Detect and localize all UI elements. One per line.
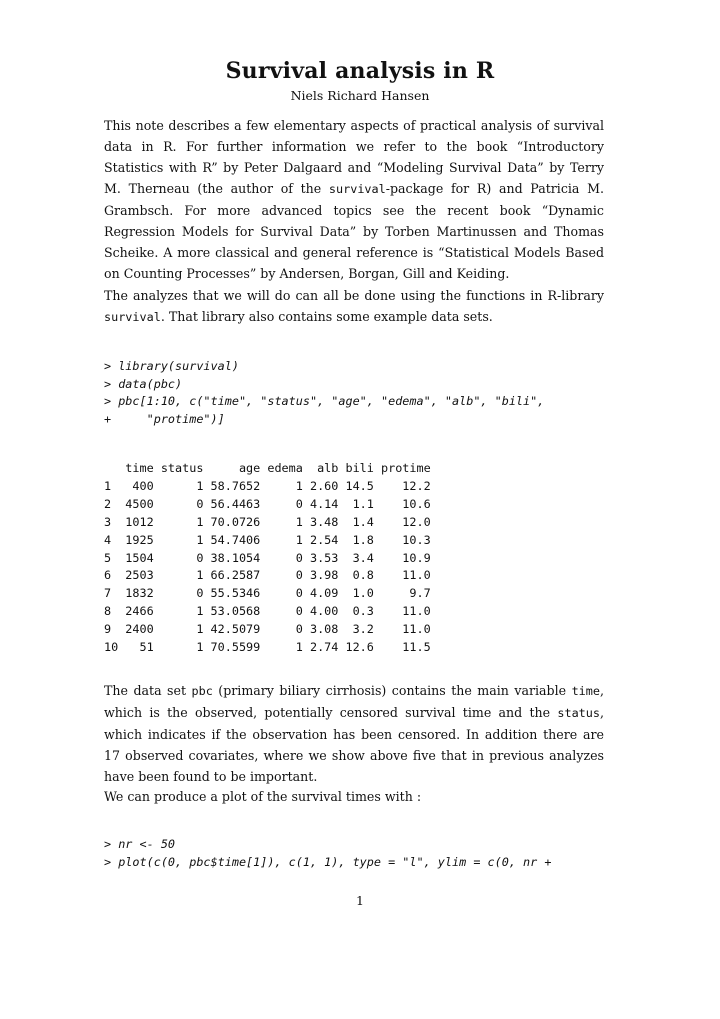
dataset-text-d: , which indicates if the observation has been censored. In addition there are 17 observed covariates, where we show above five that in previous analyzes have been found to be important. xyxy=(104,705,604,784)
library-text-rest: . That library also contains some example data sets. xyxy=(160,309,493,324)
dataset-paragraph xyxy=(104,680,604,787)
plot-intro-paragraph: We can produce a plot of the survival times with : xyxy=(104,789,422,804)
r-output-table: time status age edema alb bili protime 1 400 1 58.7652 1 2.60 14.5 12.2 2 4500 0 56.4463 0 4.14 1.1 10.6 3 1012 1 70.0726 1 3.48 1.4 12.0 4 1925 1 54.7406 1 2.54 1.8 10.3 5 1504 0 38.1054 0 3.53 3.4 10.9 6 2503 1 66.2587 0 3.98 0.8 11.0 7 1832 0 55.5346 0 4.09 1.0 9.7 8 2466 1 53.0568 0 4.00 0.3 11.0 9 2400 1 42.5079 0 3.08 3.2 11.0 10 51 1 70.5599 1 2.74 12.6 11.5 xyxy=(104,461,431,655)
inline-code-survival: survival xyxy=(328,182,386,196)
inline-code-status: status xyxy=(557,706,600,720)
dataset-text-c: , which is the observed, potentially censored survival time and the xyxy=(104,683,604,720)
r-code-block-2: > nr <- 50 > plot(c(0, pbc$time[1]), c(1, 1), type = "l", ylim = c(0, nr + xyxy=(104,837,552,869)
author-name: Niels Richard Hansen xyxy=(290,88,430,103)
intro-text: This note describes a few elementary aspects of practical analysis of survival data in R. For further information we refer to the book “Introductory Statistics with R” by Peter Dalgaard and “Modeling Survival Data” by Terry M. Therneau (the author of the xyxy=(104,118,604,196)
intro-paragraph xyxy=(104,115,604,284)
dataset-text-b: (primary biliary cirrhosis) contains the main variable xyxy=(212,683,572,698)
inline-code-pbc: pbc xyxy=(191,684,213,698)
inline-code-time: time xyxy=(571,684,600,698)
page-number: 1 xyxy=(356,893,364,908)
library-text: The analyzes that we will do can all be done using the functions in R-library xyxy=(104,288,604,303)
page-title: Survival analysis in R xyxy=(225,58,495,84)
r-code-block-1: > library(survival) > data(pbc) > pbc[1:10, c("time", "status", "age", "edema", "alb", "bili", + "protime")] xyxy=(104,359,545,426)
intro-text-rest: -package for R) and Patricia M. Grambsch. For more advanced topics see the recent book “Dynamic Regression Models for Survival Data” by Torben Martinussen and Thomas Scheike. A more classical and general reference is “Statistical Models Based on Counting Processes” by Andersen, Borgan, Gill and Keiding. xyxy=(104,181,604,281)
dataset-text-a: The data set xyxy=(104,683,192,698)
inline-code-survival-2: survival xyxy=(104,310,161,324)
library-paragraph xyxy=(104,285,604,328)
